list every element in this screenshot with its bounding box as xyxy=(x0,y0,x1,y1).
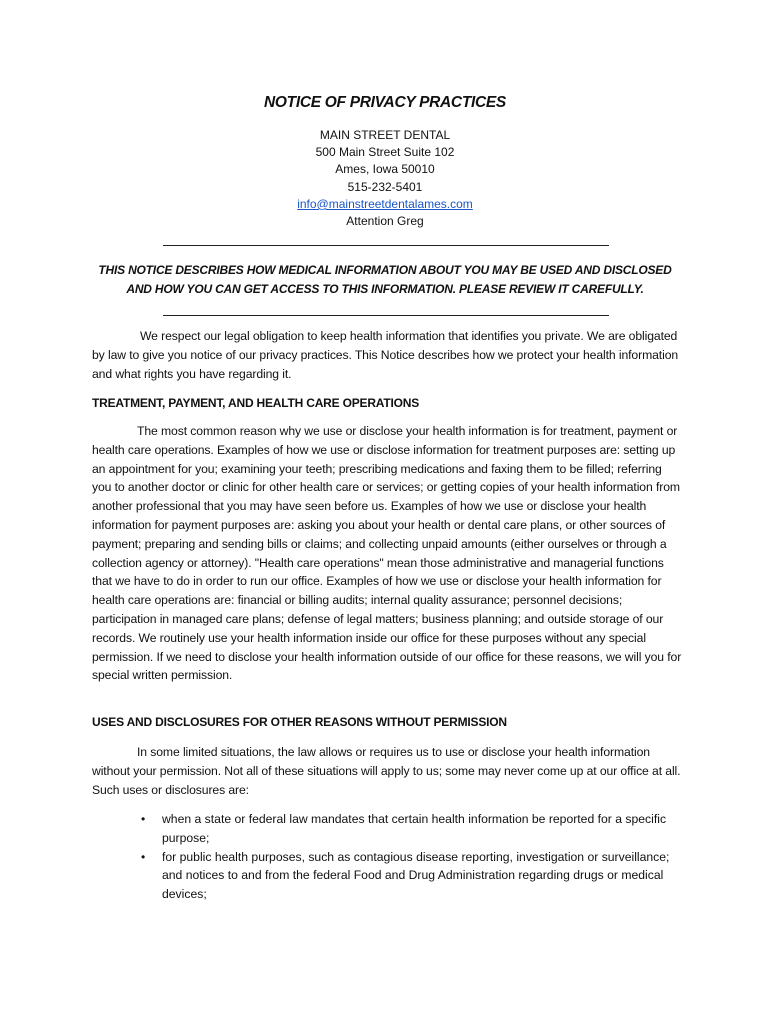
document-title: NOTICE OF PRIVACY PRACTICES xyxy=(264,94,506,111)
bullet-text: when a state or federal law mandates that certain health information be reported for a specific purpose; xyxy=(162,812,667,845)
intro-paragraph: We respect our legal obligation to keep health information that identifies you private. We are obligated by law to give you notice of our privacy practices. This Notice describes how we protect your health information and what rights you have regarding it. xyxy=(92,329,679,381)
section-heading-disclosures: USES AND DISCLOSURES FOR OTHER REASONS WITHOUT PERMISSION xyxy=(92,715,507,729)
address-line-2: Ames, Iowa 50010 xyxy=(335,162,435,177)
notice-line-1: THIS NOTICE DESCRIBES HOW MEDICAL INFORMATION ABOUT YOU MAY BE USED AND DISCLOSED xyxy=(98,263,672,277)
divider-bottom xyxy=(163,315,609,316)
notice-statement xyxy=(0,261,770,299)
email-link[interactable]: info@mainstreetdentalames.com xyxy=(297,196,473,211)
section-paragraph-disclosures: In some limited situations, the law allows or requires us to use or disclose your health information without your permission. Not all of these situations will apply to us; some may never come up at our office at all. Such uses or disclosures are: xyxy=(92,745,681,797)
attention-line: Attention Greg xyxy=(346,214,424,229)
address-line-1: 500 Main Street Suite 102 xyxy=(315,145,455,160)
notice-line-2: AND HOW YOU CAN GET ACCESS TO THIS INFORMATION. PLEASE REVIEW IT CAREFULLY. xyxy=(126,282,644,296)
section-heading-treatment: TREATMENT, PAYMENT, AND HEALTH CARE OPERATIONS xyxy=(92,396,420,410)
bullet-icon: • xyxy=(141,812,146,826)
list-item xyxy=(92,848,692,904)
section-paragraph-treatment: The most common reason why we use or disclose your health information is for treatment, payment or health care operations. Examples of how we use or disclose information for treatment purposes are: setting up an appointment for you; examining your teeth; prescribing medications and faxing them to be filled; referring you to another doctor or clinic for other health care or services; or getting copies of your health information from another professional that you may have seen before us. Examples of how we use or disclose your health information for payment purposes are: asking you about your health or dental care plans, or other sources of payment; preparing and sending bills or claims; and collecting unpaid amounts (either ourselves or through a collection agency or attorney). "Health care operations" mean those administrative and managerial functions that we have to do in order to run our office. Examples of how we use or disclose your health information for health care operations are: financial or billing audits; internal quality assurance; personnel decisions; participation in managed care plans; defense of legal matters; business planning; and outside storage of our records. We routinely use your health information inside our office for these purposes without any special permission. If we need to disclose your health information outside of our office for these reasons, we will you for special written permission. xyxy=(92,424,682,683)
disclosure-bullet-list xyxy=(92,810,692,904)
divider-top xyxy=(163,245,609,246)
bullet-icon: • xyxy=(141,849,146,864)
phone-number: 515-232-5401 xyxy=(347,179,423,194)
list-item xyxy=(92,810,692,848)
practice-name: MAIN STREET DENTAL xyxy=(319,128,451,142)
bullet-text: for public health purposes, such as contagious disease reporting, investigation or surveillance; and notices to and from the federal Food and Drug Administration regarding drugs or medical devices; xyxy=(162,849,670,902)
practice-header xyxy=(0,127,770,230)
